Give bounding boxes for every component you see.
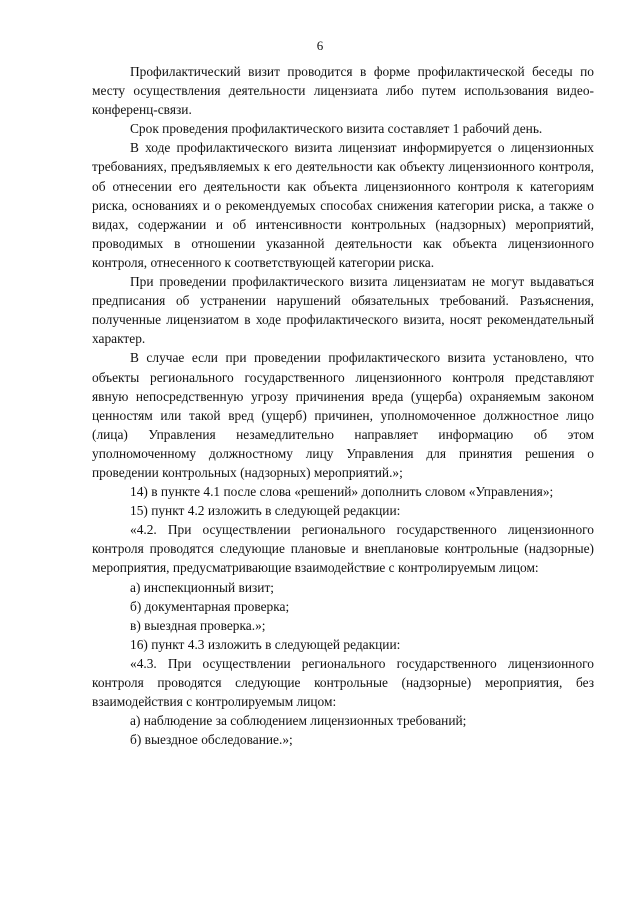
- paragraph: В случае если при проведении профилактического визита установлено, что объекты регионального государственного лицензионного контроля представляют явную непосредственную угрозу причинения вреда (ущерба) охраняемым законом ценностям или такой вред (ущерб) причинен, уполномоченное должностное лицо (лица) Управления незамедлительно направляет информацию об этом уполномоченному должностному лицу Управления для принятия решения о проведении контрольных (надзорных) мероприятий.»;: [92, 350, 594, 480]
- paragraph: В ходе профилактического визита лицензиат информируется о лицензионных требованиях, предъявляемых к его деятельности как объекту лицензионного контроля, об отнесении его деятельности как объекта лицензионного контроля к категориям риска, основаниях и о рекомендуемых способах снижения категории риска, а также о видах, содержании и об интенсивности контрольных (надзорных) мероприятий, проводимых в отношении указанной деятельности как объекта лицензионного контроля, отнесенного к соответствующей категории риска.: [92, 140, 594, 270]
- list-item: а) инспекционный визит;: [130, 579, 275, 595]
- list-item: в) выездная проверка.»;: [130, 617, 266, 633]
- list-item: б) выездное обследование.»;: [130, 732, 293, 748]
- document-body: [92, 62, 594, 749]
- paragraph: Профилактический визит проводится в форме профилактической беседы по месту осуществления деятельности лицензиата либо путем использования видео-конференц-связи.: [92, 64, 594, 118]
- paragraph: 14) в пункте 4.1 после слова «решений» дополнить словом «Управления»;: [130, 484, 554, 500]
- paragraph: 15) пункт 4.2 изложить в следующей редакции:: [130, 503, 401, 519]
- paragraph: «4.3. При осуществлении регионального государственного лицензионного контроля проводятся следующие контрольные (надзорные) мероприятия, без взаимодействия с контролируемым лицом:: [92, 655, 594, 710]
- paragraph: «4.2. При осуществлении регионального государственного лицензионного контроля проводятся следующие плановые и внеплановые контрольные (надзорные) мероприятия, предусматривающие взаимодействие с контролируемым лицом:: [92, 522, 594, 576]
- list-item: а) наблюдение за соблюдением лицензионных требований;: [130, 713, 467, 729]
- paragraph: Срок проведения профилактического визита составляет 1 рабочий день.: [130, 121, 543, 137]
- page-number: 6: [316, 38, 324, 53]
- paragraph: 16) пункт 4.3 изложить в следующей редакции:: [130, 636, 401, 652]
- list-item: б) документарная проверка;: [130, 598, 290, 614]
- paragraph: При проведении профилактического визита лицензиатам не могут выдаваться предписания об устранении нарушений обязательных требований. Разъяснения, полученные лицензиатом в ходе профилактического визита, носят рекомендательный характер.: [92, 274, 594, 347]
